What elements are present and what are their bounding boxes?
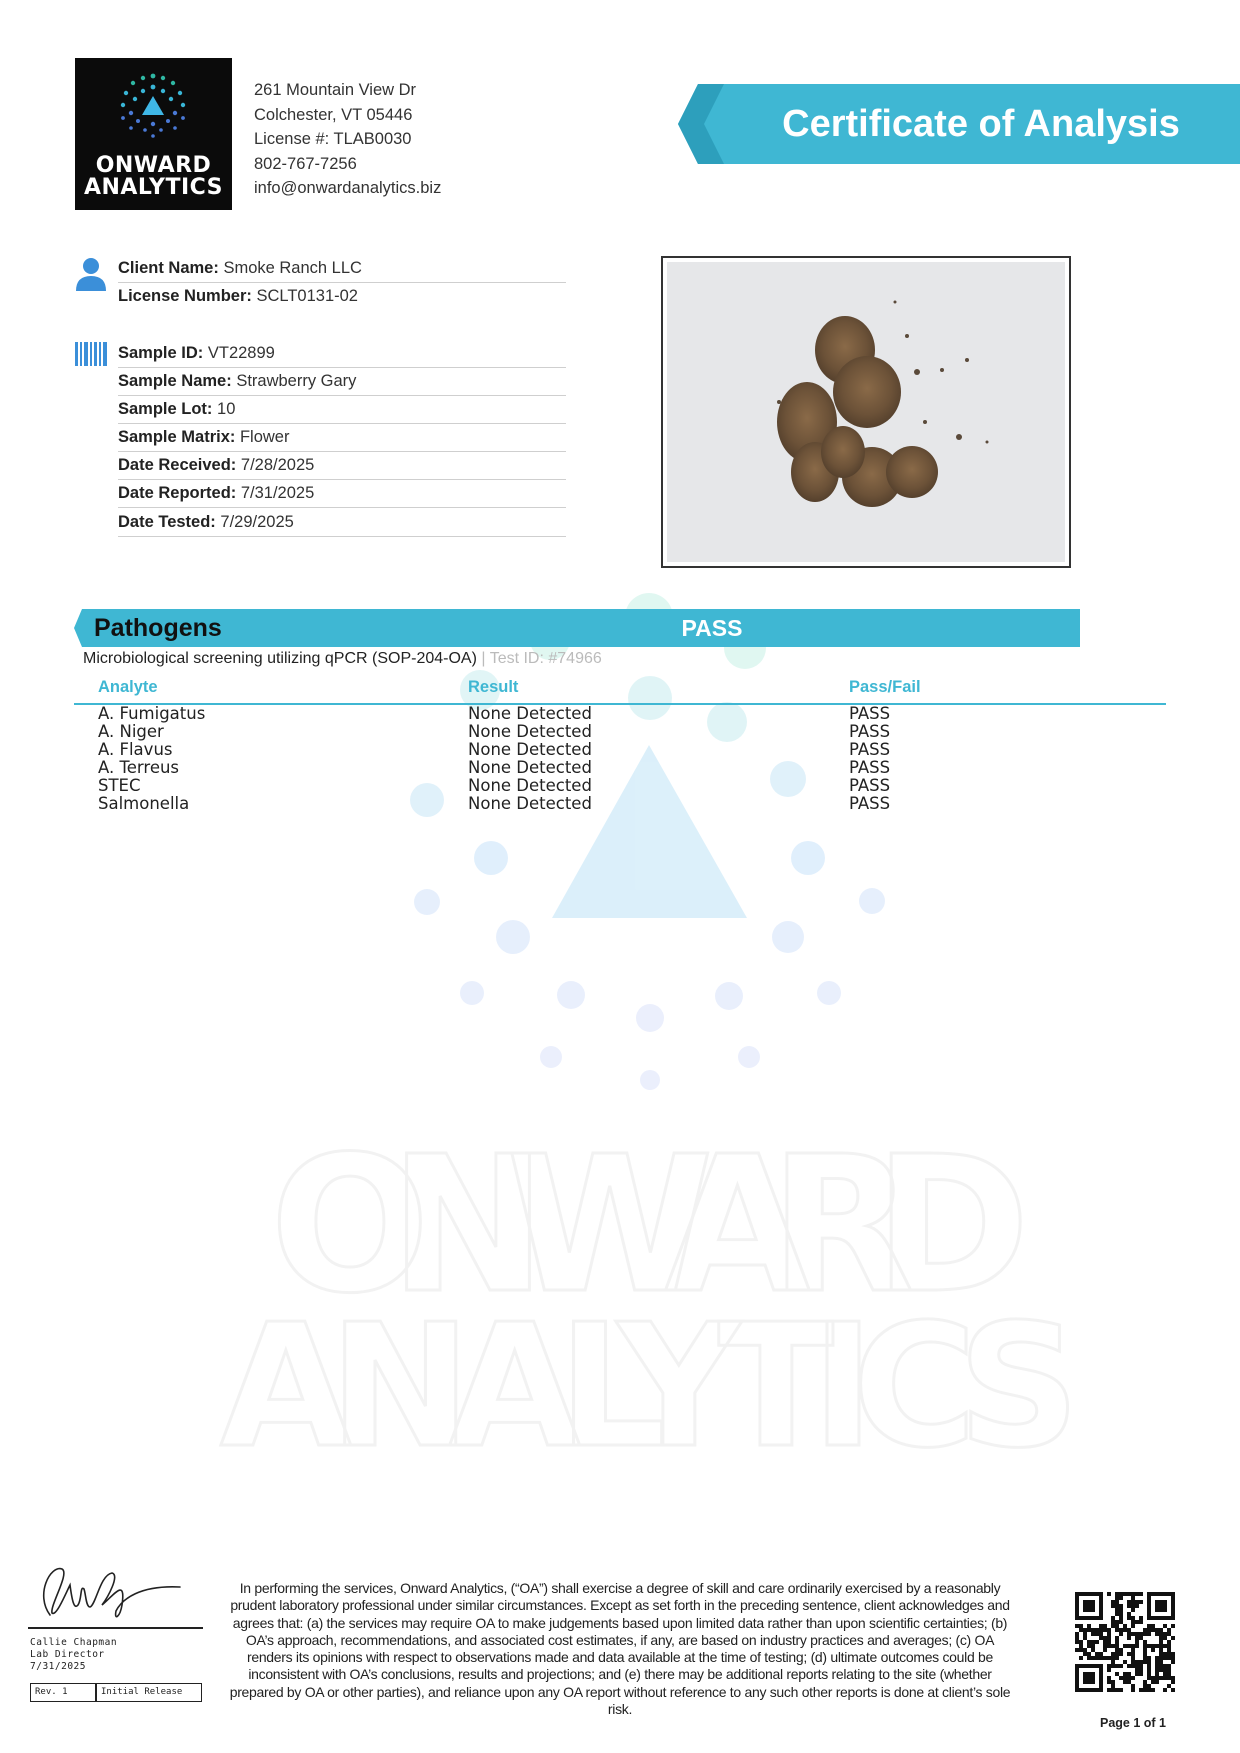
revision-number: Rev. 1 [35,1687,68,1697]
barcode-icon [75,342,109,366]
sample-photo-frame [661,256,1071,568]
client-license-value: SCLT0131-02 [256,287,358,305]
pathogens-status: PASS [681,615,743,641]
logo-dots-icon [103,72,203,144]
revision-divider [95,1684,97,1701]
result-cell: None Detected [468,776,592,795]
result-cell: None Detected [468,704,592,723]
pathogens-method [83,650,602,668]
page-number: Page 1 of 1 [1100,1716,1166,1730]
col-header-analyte: Analyte [98,678,158,696]
col-header-passfail: Pass/Fail [849,678,921,696]
sample-name-label: Sample Name: [118,372,232,390]
sample-matrix-value: Flower [239,428,290,446]
date-reported-value: 7/31/2025 [240,484,315,502]
date-tested-label: Date Tested: [118,513,216,531]
passfail-cell: PASS [849,722,891,741]
lab-email: info@onwardanalytics.biz [254,179,442,197]
pathogens-header-bar [74,609,1080,647]
date-tested-row [118,509,566,537]
logo-word-analytics: ANALYTICS [83,175,224,200]
analyte-cell: A. Terreus [98,758,180,777]
sample-lot-value: 10 [217,400,236,418]
legal-disclaimer: In performing the services, Onward Analytics, (“OA”) shall exercise a degree of skill and care ordinarily exercised by a reasonably prudent laboratory professional under similar circumstances. Except as set forth in the preceding sentence, client acknowledges and agrees that: (a) the services may require OA to make judgements based upon limited data rather than upon scientific certainties; (b) OA’s approach, recommendations, and associated cost estimates, if any, are based on industry practices and averages; (c) OA renders its opinions with respect to observations made and data available at the time of testing; (d) ultimate outcomes could be inconsistent with OA’s conclusions, results and projections; and (e) there may be additional reports relating to the site (whether prepared by OA or other parties), and reliance upon any OA report without reference to any such other reports is done at client’s sole risk. [229,1580,1011,1718]
passfail-cell: PASS [849,776,891,795]
date-reported-label: Date Reported: [118,484,237,502]
lab-license: License #: TLAB0030 [254,130,412,148]
watermark-line2: ANALYTICS [220,1288,1080,1486]
watermark-line1: ONWARD [270,1116,1030,1335]
analyte-cell: Salmonella [98,794,190,813]
pathogens-title: Pathogens [94,614,222,642]
col-header-result: Result [468,678,519,696]
address-line2: Colchester, VT 05446 [254,105,413,124]
signature-image [30,1555,190,1625]
sample-name-row [118,368,566,396]
sample-matrix-label: Sample Matrix: [118,428,236,446]
company-address [254,78,441,201]
signatory-name: Callie Chapman [30,1637,118,1648]
client-name-label: Client Name: [118,259,219,277]
address-line1: 261 Mountain View Dr [254,81,417,99]
pathogens-method-text: Microbiological screening utilizing qPCR (SOP-204-OA) [83,650,477,667]
passfail-cell: PASS [849,794,891,813]
date-received-value: 7/28/2025 [240,456,315,474]
coa-banner [678,84,1240,164]
client-license-row [118,283,566,310]
cannabis-flower-image [667,262,1065,562]
company-logo [75,58,232,210]
date-tested-value: 7/29/2025 [220,513,294,531]
sample-lot-row [118,396,566,424]
logo-word-onward: ONWARD [95,153,212,178]
revision-status: Initial Release [101,1687,183,1697]
result-cell: None Detected [468,794,592,813]
sample-matrix-row [118,424,566,452]
sample-lot-label: Sample Lot: [118,400,213,418]
signatory-date: 7/31/2025 [30,1661,86,1672]
client-name-value: Smoke Ranch LLC [223,259,362,277]
qr-code-icon[interactable] [1075,1592,1179,1696]
lab-phone: 802-767-7256 [254,154,357,173]
passfail-cell: PASS [849,758,891,777]
analyte-cell: STEC [98,776,141,795]
sample-name-value: Strawberry Gary [236,372,357,390]
date-received-label: Date Received: [118,456,237,474]
pathogens-test-id: | Test ID: #74966 [476,650,602,667]
document-title: Certificate of Analysis [782,103,1180,145]
analyte-cell: A. Fumigatus [98,704,206,723]
passfail-cell: PASS [849,704,891,723]
table-header-rule [74,703,1166,705]
sample-photo [667,262,1065,562]
revision-box [30,1683,202,1702]
analyte-cell: A. Niger [98,722,164,741]
result-cell: None Detected [468,722,592,741]
result-cell: None Detected [468,740,592,759]
date-reported-row [118,480,566,508]
sample-id-value: VT22899 [207,344,275,362]
signatory-block [30,1637,117,1673]
signatory-title: Lab Director [30,1649,105,1660]
client-name-row [118,255,566,283]
sample-id-label: Sample ID: [118,344,204,362]
signature-line [28,1627,203,1629]
passfail-cell: PASS [849,740,891,759]
client-license-label: License Number: [118,287,252,305]
sample-id-row [118,340,566,368]
pathogens-bar-shape [74,609,1080,647]
result-cell: None Detected [468,758,592,777]
analyte-cell: A. Flavus [98,740,173,759]
date-received-row [118,452,566,480]
user-icon [74,256,108,292]
